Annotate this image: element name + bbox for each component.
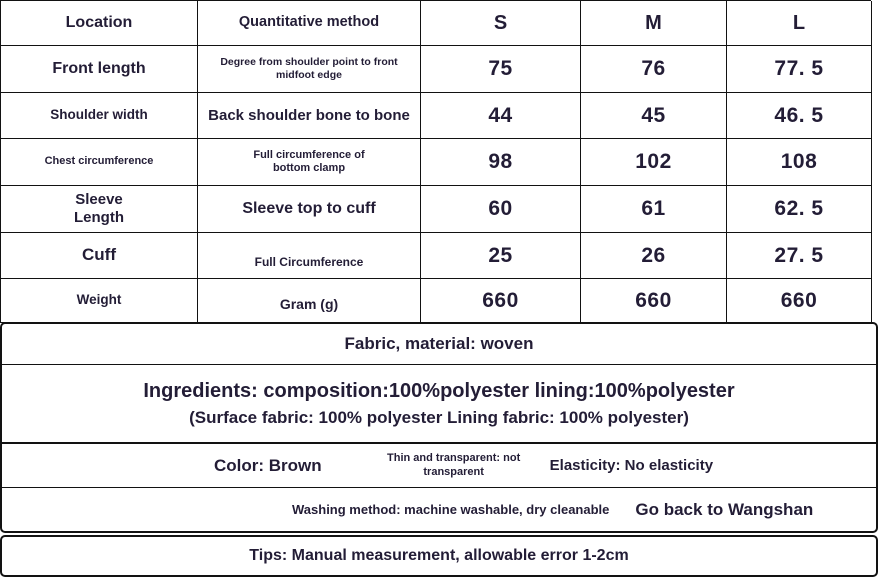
cell-location: Cuff <box>1 233 198 279</box>
cell-method: Back shoulder bone to bone <box>198 93 421 139</box>
cell-method: Sleeve top to cuff <box>198 186 421 233</box>
tips-text: Tips: Manual measurement, allowable error 1-2cm <box>249 547 629 564</box>
cell-value-l: 77. 5 <box>727 46 872 93</box>
header-cell-size-l: L <box>727 1 872 46</box>
transparency-text: Thin and transparent: not transparent <box>387 451 521 478</box>
cell-value-l: 62. 5 <box>727 186 872 233</box>
cell-location: Sleeve Length <box>74 191 124 226</box>
cell-location: Chest circumference <box>1 139 198 186</box>
cell-method: Full Circumference <box>198 233 421 279</box>
ingredients-row <box>2 365 876 444</box>
color-row <box>2 444 876 488</box>
cell-value-l: 660 <box>727 279 872 323</box>
cell-value-m: 26 <box>581 233 727 279</box>
header-cell-size-s: S <box>421 1 581 46</box>
fabric-text: Fabric, material: woven <box>344 334 534 353</box>
cell-value-m: 660 <box>581 279 727 323</box>
product-details-block <box>0 322 878 533</box>
cell-method: Full circumference of bottom clamp <box>253 148 365 174</box>
tips-row <box>0 535 878 577</box>
header-cell-location: Location <box>1 1 198 46</box>
cell-value-s: 60 <box>421 186 581 233</box>
cell-method: Degree from shoulder point to front midfoot edge <box>220 56 398 81</box>
cell-method: Gram (g) <box>198 279 421 323</box>
cell-value-s: 25 <box>421 233 581 279</box>
cell-location: Weight <box>1 279 198 323</box>
color-text: Color: Brown <box>214 455 322 475</box>
brand-note-text: Go back to Wangshan <box>635 499 814 519</box>
elasticity-text: Elasticity: No elasticity <box>549 457 714 474</box>
cell-value-l: 108 <box>727 139 872 186</box>
cell-value-m: 76 <box>581 46 727 93</box>
ingredients-line1: Ingredients: composition:100%polyester lining:100%polyester <box>143 379 735 402</box>
cell-value-s: 98 <box>421 139 581 186</box>
ingredients-line2: (Surface fabric: 100% polyester Lining fabric: 100% polyester) <box>189 407 689 427</box>
cell-value-m: 61 <box>581 186 727 233</box>
cell-location: Front length <box>1 46 198 93</box>
fabric-row <box>2 324 876 365</box>
cell-value-l: 27. 5 <box>727 233 872 279</box>
washing-text: Washing method: machine washable, dry cleanable <box>292 502 610 517</box>
cell-value-m: 102 <box>581 139 727 186</box>
cell-value-m: 45 <box>581 93 727 139</box>
cell-value-s: 75 <box>421 46 581 93</box>
cell-value-s: 44 <box>421 93 581 139</box>
washing-row <box>2 488 876 531</box>
header-cell-method: Quantitative method <box>198 1 421 46</box>
cell-location: Shoulder width <box>1 93 198 139</box>
cell-value-s: 660 <box>421 279 581 323</box>
header-cell-size-m: M <box>581 1 727 46</box>
cell-value-l: 46. 5 <box>727 93 872 139</box>
